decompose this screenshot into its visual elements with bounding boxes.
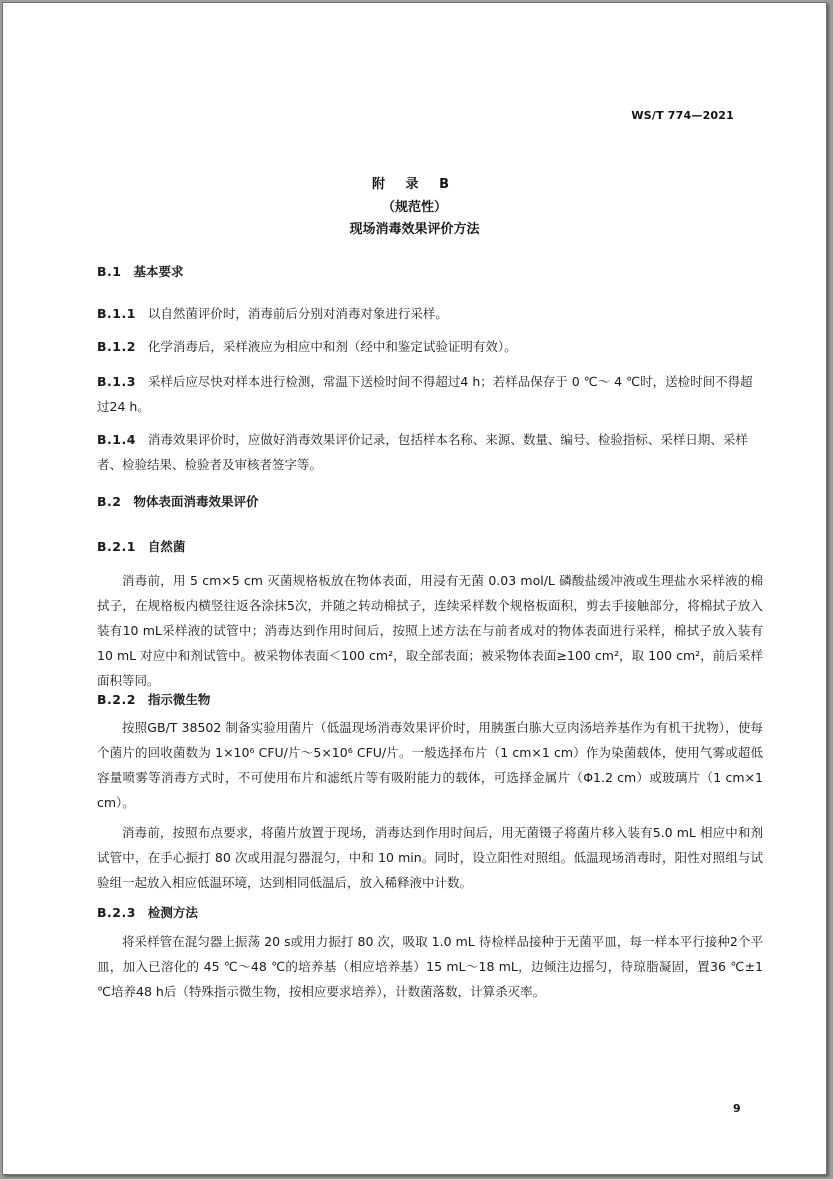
subsection-title: 自然菌	[147, 539, 186, 554]
clause-text: 消毒效果评价时，应做好消毒效果评价记录，包括样本名称、来源、数量、编号、检验指标、采样日期、采样者、检验结果、检验者及审核者签字等。	[97, 432, 748, 472]
clause-text: 采样后应尽快对样本进行检测，常温下送检时间不得超过4 h；若样品保存于 0 ℃～ 4 ℃时，送检时间不得超过24 h。	[97, 374, 753, 414]
subsection-number: B.2.3	[97, 905, 136, 920]
paragraph-b2-2-a: 按照GB/T 38502 制备实验用菌片（低温现场消毒效果评价时，用胰蛋白胨大豆肉汤培养基作为有机干扰物），使每个菌片的回收菌数为 1×10⁶ CFU/片～5×10⁶ CFU/片。一般选择布片（1 cm×1 cm）作为染菌载体，使用气雾或超低容量喷雾等消毒方式时，不可使用布片和滤纸片等有吸附能力的载体，可选择金属片（Φ1.2 cm）或玻璃片（1 cm×1 cm）。	[97, 720, 763, 810]
clause-b1-2	[97, 334, 763, 359]
subsection-number: B.2.1	[97, 539, 136, 554]
section-number: B.2	[97, 494, 122, 509]
section-number: B.1	[97, 264, 122, 279]
page-number: 9	[733, 1102, 741, 1115]
subsection-title: 指示微生物	[147, 692, 211, 707]
clause-text: 化学消毒后，采样液应为相应中和剂（经中和鉴定试验证明有效）。	[147, 339, 517, 354]
section-title: 物体表面消毒效果评价	[133, 494, 259, 509]
subsection-title: 检测方法	[147, 905, 198, 920]
clause-b1-3	[97, 369, 763, 419]
appendix-type: （规范性）	[381, 200, 447, 215]
appendix-title: 现场消毒效果评价方法	[349, 222, 480, 237]
section-b1-heading	[97, 259, 763, 284]
clause-b1-4	[97, 427, 763, 477]
document-page	[2, 2, 827, 1175]
section-title: 基本要求	[133, 264, 184, 279]
paragraph-b2-1: 消毒前，用 5 cm×5 cm 灭菌规格板放在物体表面，用浸有无菌 0.03 mol/L 磷酸盐缓冲液或生理盐水采样液的棉拭子，在规格板内横竖往返各涂抹5次，并随之转动棉拭子，连续采样数个规格板面积，剪去手接触部分，将棉拭子放入装有10 mL采样液的试管中；消毒达到作用时间后，按照上述方法在与前者成对的物体表面进行采样，棉拭子放入装有 10 mL 对应中和剂试管中。被采物体表面＜100 cm²，取全部表面；被采物体表面≥100 cm²，取 100 cm²，前后采样面积等同。	[97, 573, 763, 688]
subsection-b2-1-heading	[97, 534, 763, 559]
section-b2-heading	[97, 489, 763, 514]
clause-number: B.1.1	[97, 306, 136, 321]
subsection-b2-3-heading	[97, 900, 763, 925]
paragraph-b2-3: 将采样管在混匀器上振荡 20 s或用力振打 80 次，吸取 1.0 mL 待检样品接种于无菌平皿，每一样本平行接种2个平皿，加入已溶化的 45 ℃～48 ℃的培养基（相应培养基）15 mL～18 mL，边倾注边摇匀，待琼脂凝固，置36 ℃±1 ℃培养48 h后（特殊指示微生物，按相应要求培养），计数菌落数，计算杀灭率。	[97, 934, 763, 999]
subsection-b2-2-heading	[97, 687, 763, 712]
subsection-number: B.2.2	[97, 692, 136, 707]
appendix-label: 附 录 B	[372, 177, 457, 192]
clause-number: B.1.3	[97, 374, 136, 389]
clause-number: B.1.2	[97, 339, 136, 354]
paragraph-b2-2-b: 消毒前，按照布点要求，将菌片放置于现场，消毒达到作用时间后，用无菌镊子将菌片移入装有5.0 mL 相应中和剂试管中，在手心振打 80 次或用混匀器混匀，中和 10 min。同时，设立阳性对照组。低温现场消毒时，阳性对照组与试验组一起放入相应低温环境，达到相同低温后，放入稀释液中计数。	[97, 825, 763, 890]
clause-number: B.1.4	[97, 432, 136, 447]
clause-text: 以自然菌评价时，消毒前后分别对消毒对象进行采样。	[147, 306, 448, 321]
clause-b1-1	[97, 301, 763, 326]
standard-code: WS/T 774—2021	[631, 109, 734, 122]
